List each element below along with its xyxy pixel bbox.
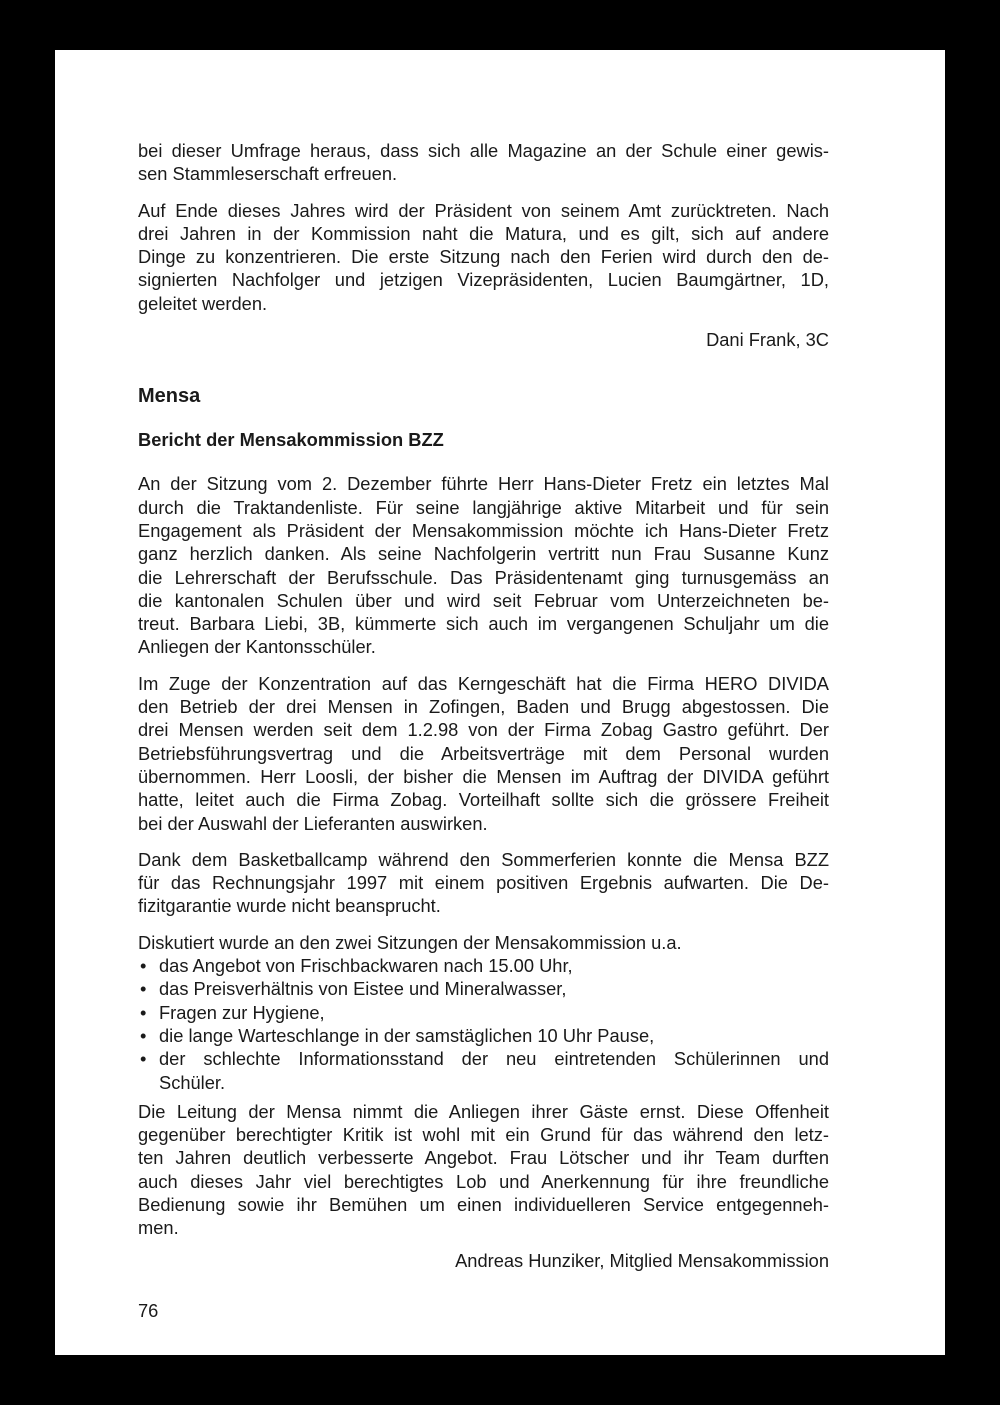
closing-paragraph (138, 1100, 829, 1240)
text-line: Auf Ende dieses Jahres wird der Präsident von seinem Amt zurücktreten. Nach (138, 199, 829, 221)
bullet-icon: • (140, 1001, 147, 1023)
text-line: bei der Auswahl der Lieferanten auswirken. (138, 812, 488, 834)
text-line: Dank dem Basketballcamp während den Sommerferien konnte die Mensa BZZ (138, 848, 829, 870)
text-line: hatte, leitet auch die Firma Zobag. Vorteilhaft sollte sich die grössere Freiheit (138, 789, 829, 811)
section-heading: Mensa (138, 385, 201, 408)
bullet-icon: • (140, 978, 147, 1000)
text-line: Dinge zu konzentrieren. Die erste Sitzung nach den Ferien wird durch den de- (138, 246, 829, 268)
text-line: Betriebsführungsvertrag und die Arbeitsverträge mit dem Personal wurden (138, 742, 829, 764)
text-line: Fragen zur Hygiene, (159, 1001, 325, 1023)
list-intro: Diskutiert wurde an den zwei Sitzungen der Mensakommission u.a. (138, 931, 682, 953)
signature-andreas-hunziker: Andreas Hunziker, Mitglied Mensakommission (455, 1249, 829, 1271)
text-line: Im Zuge der Konzentration auf das Kerngeschäft hat die Firma HERO DIVIDA (138, 672, 829, 694)
text-line: geleitet werden. (138, 292, 268, 314)
text-line: gegenüber berechtigter Kritik ist wohl mit ein Grund für das während den letz- (138, 1124, 829, 1146)
text-line: men. (138, 1217, 179, 1239)
text-line: ganz herzlich danken. Als seine Nachfolgerin vertritt nun Frau Susanne Kunz (138, 543, 829, 565)
text-line: Die Leitung der Mensa nimmt die Anliegen ihrer Gäste ernst. Diese Offenheit (138, 1100, 829, 1122)
text-line: das Preisverhältnis von Eistee und Mineralwasser, (159, 978, 567, 1000)
text-line: Bedienung sowie ihr Bemühen um einen individuelleren Service entgegenneh- (138, 1193, 829, 1215)
text-line: übernommen. Herr Loosli, der bisher die Mensen im Auftrag der DIVIDA geführt (138, 765, 829, 787)
paragraph (138, 472, 829, 658)
text-line: treut. Barbara Liebi, 3B, kümmerte sich auch im vergangenen Schuljahr um die (138, 613, 829, 635)
text-line: signierten Nachfolger und jetzigen Vizepräsidenten, Lucien Baumgärtner, 1D, (138, 269, 829, 291)
text-column (138, 139, 829, 1272)
list-item (138, 977, 829, 1000)
text-line: für das Rechnungsjahr 1997 mit einem positiven Ergebnis aufwarten. Die De- (138, 872, 829, 894)
text-line: drei Mensen werden seit dem 1.2.98 von der Firma Zobag Gastro geführt. Der (138, 719, 829, 741)
paragraph (138, 672, 829, 835)
text-line: die Lehrerschaft der Berufsschule. Das Präsidentenamt ging turnusgemäss an (138, 566, 829, 588)
bullet-icon: • (140, 955, 147, 977)
text-line: Anliegen der Kantonsschüler. (138, 636, 376, 658)
paragraph (138, 139, 829, 186)
text-line: sen Stammleserschaft erfreuen. (138, 163, 398, 185)
paragraph (138, 848, 829, 918)
text-line: ten Jahren deutlich verbesserte Angebot. Frau Lötscher und ihr Team durften (138, 1147, 829, 1169)
text-line: Engagement als Präsident der Mensakommission möchte ich Hans-Dieter Fretz (138, 519, 829, 541)
text-line: Schüler. (159, 1071, 226, 1093)
section-subheading: Bericht der Mensakommission BZZ (138, 429, 444, 451)
bullet-icon: • (140, 1048, 147, 1070)
text-line: auch dieses Jahr viel berechtigtes Lob und Anerkennung für ihre freundliche (138, 1170, 829, 1192)
report-body (138, 472, 829, 917)
text-line: fizitgarantie wurde nicht beansprucht. (138, 895, 441, 917)
list-item (138, 1001, 829, 1024)
paragraph (138, 199, 829, 315)
text-line: der schlechte Informationsstand der neu eintretenden Schülerinnen und (159, 1048, 829, 1070)
text-line: die lange Warteschlange in der samstäglichen 10 Uhr Pause, (159, 1024, 655, 1046)
document-page (55, 50, 945, 1355)
text-line: drei Jahren in der Kommission naht die Matura, und es gilt, sich auf andere (138, 222, 829, 244)
bullet-icon: • (140, 1024, 147, 1046)
list-item (138, 954, 829, 977)
list-item (138, 1047, 829, 1094)
intro-section (138, 139, 829, 315)
text-line: bei dieser Umfrage heraus, dass sich alle Magazine an der Schule einer gewis- (138, 140, 829, 161)
text-line: durch die Traktandenliste. Für seine langjährige aktive Mitarbeit und für sein (138, 496, 829, 518)
text-line: das Angebot von Frischbackwaren nach 15.00 Uhr, (159, 955, 573, 977)
text-line: die kantonalen Schulen über und wird seit Februar vom Unterzeichneten be- (138, 589, 829, 611)
signature-dani-frank: Dani Frank, 3C (706, 329, 829, 351)
text-line: An der Sitzung vom 2. Dezember führte Herr Hans-Dieter Fretz ein letztes Mal (138, 473, 829, 495)
list-item (138, 1024, 829, 1047)
text-line: den Betrieb der drei Mensen in Zofingen, Baden und Brugg abgestossen. Die (138, 696, 829, 718)
discussion-list (138, 954, 829, 1094)
page-number: 76 (138, 1300, 159, 1321)
